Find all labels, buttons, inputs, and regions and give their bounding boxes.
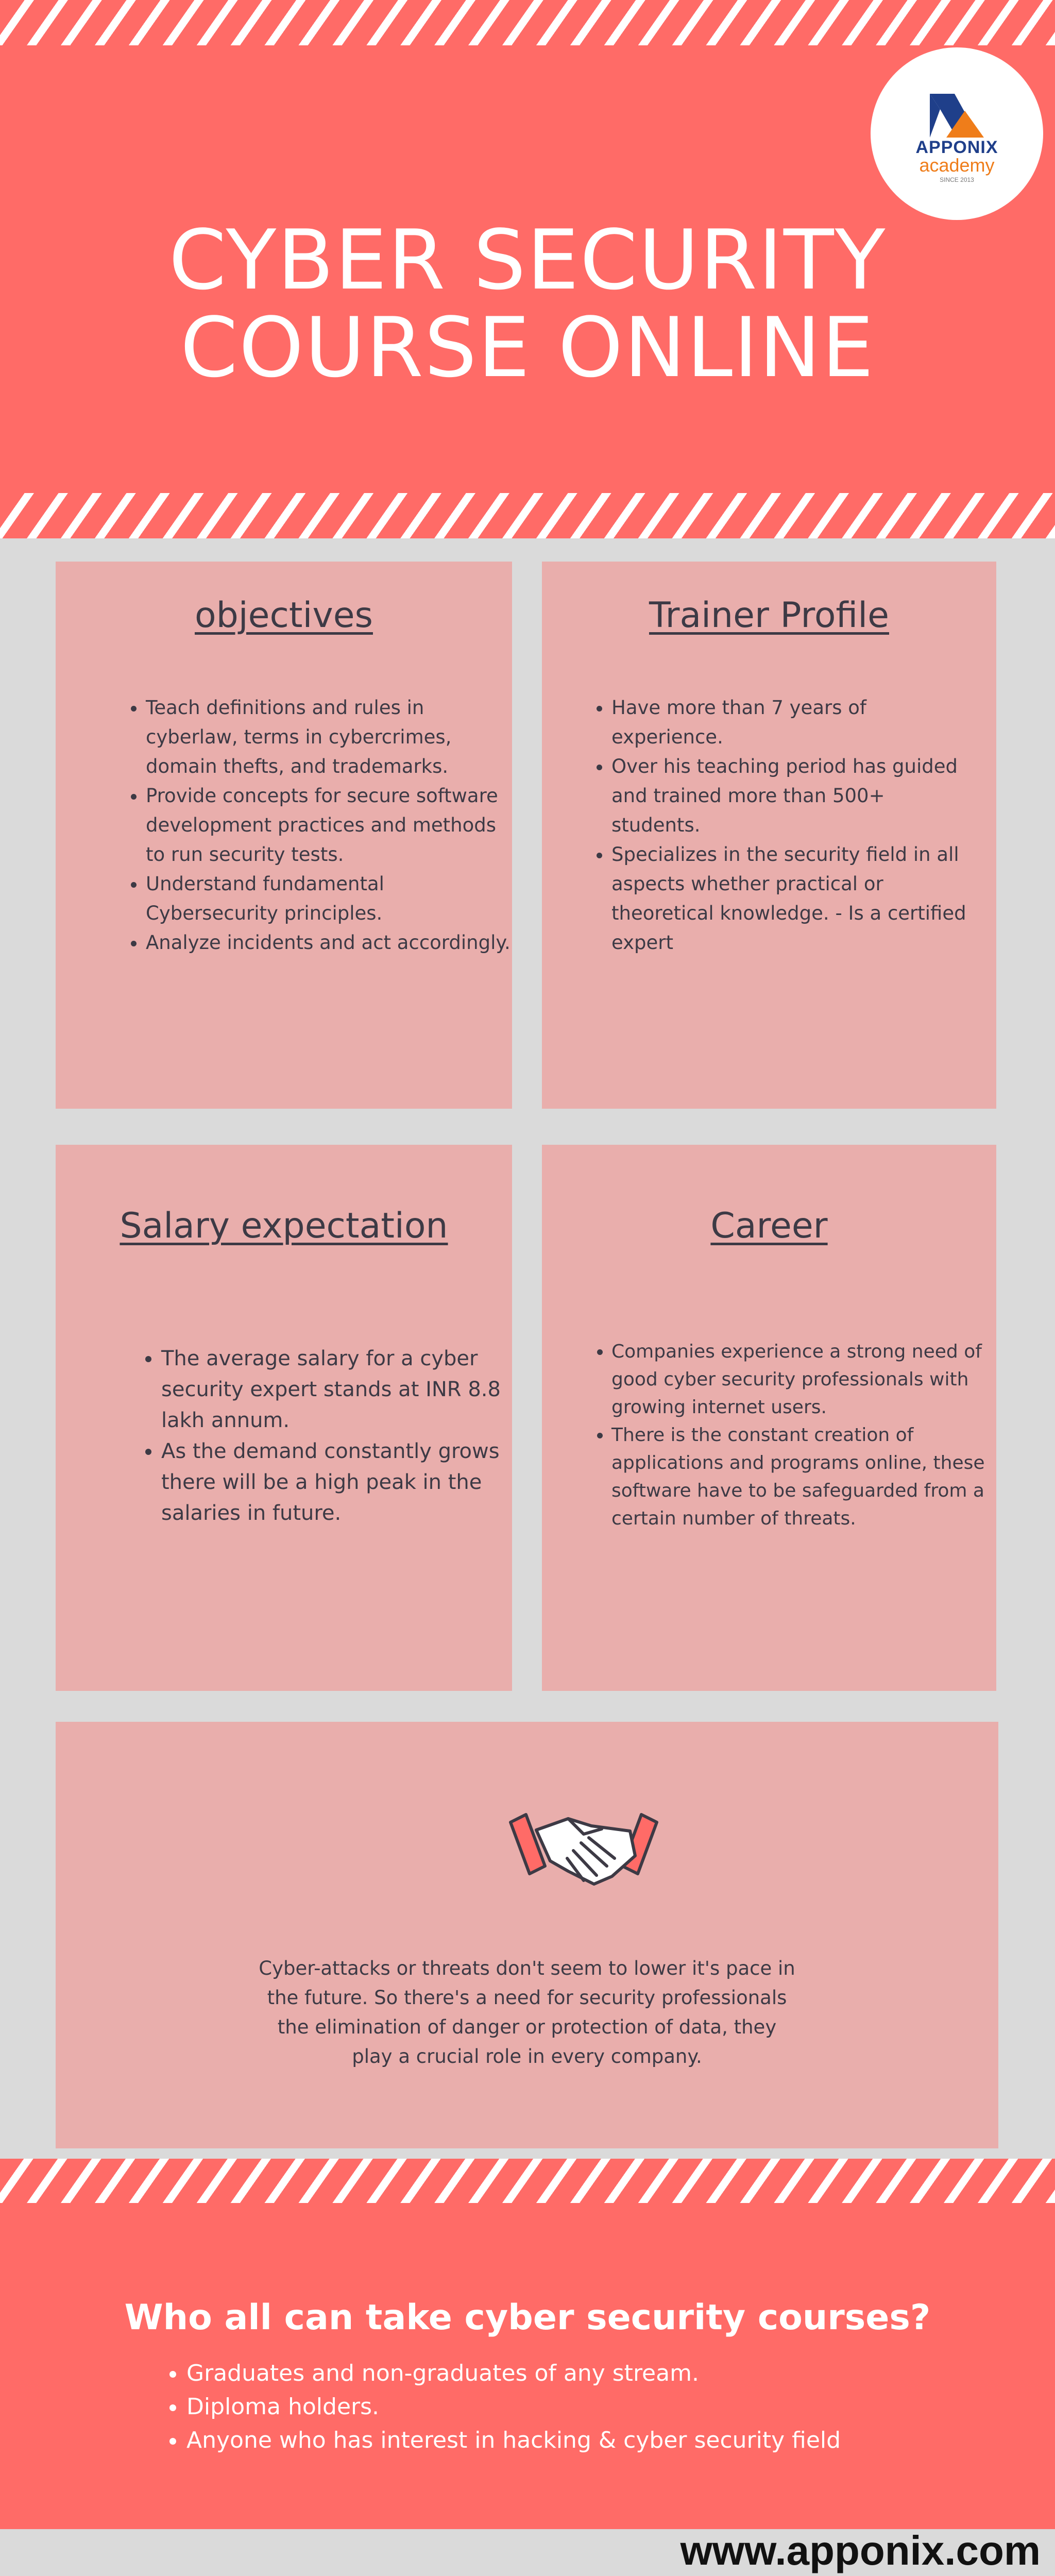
salary-heading: Salary expectation: [120, 1206, 448, 1246]
summary-text: Cyber-attacks or threats don't seem to lower it's pace in the future. So there's a need for security professionals the elimination of danger or protection of data, they play a crucial role in every company.: [259, 1957, 795, 2067]
objectives-card: [56, 562, 512, 1109]
title-line-1: CYBER SECURITY: [168, 212, 887, 308]
logo-sub: academy: [919, 155, 995, 176]
career-list: [591, 1338, 1003, 1533]
list-item: • Over his teaching period has guided and trained more than 500+ students.: [611, 752, 977, 840]
list-item: • Have more than 7 years of experience.: [611, 693, 977, 752]
list-item: • Anyone who has interest in hacking & cyber security field: [186, 2424, 841, 2457]
list-item: • Teach definitions and rules in cyberlaw, terms in cybercrimes, domain thefts, and trademarks.: [146, 693, 517, 781]
header-bottom-stripes: [0, 493, 1055, 538]
list-item: • There is the constant creation of applications and programs online, these software have to be safeguarded from a certain number of threats.: [611, 1421, 1003, 1533]
trainer-heading: Trainer Profile: [649, 595, 889, 636]
summary-card: [56, 1722, 998, 2148]
salary-card: [56, 1145, 512, 1691]
logo-brand: APPONIX: [915, 138, 998, 157]
handshake-icon: [506, 1794, 661, 1892]
list-item: • Graduates and non-graduates of any stream.: [186, 2357, 841, 2390]
objectives-list: [125, 693, 517, 957]
who-heading: Who all can take cyber security courses?: [124, 2297, 931, 2338]
list-item: • Provide concepts for secure software development practices and methods to run security tests.: [146, 781, 517, 869]
trainer-profile-card: [542, 562, 996, 1109]
list-item: • As the demand constantly grows there will be a high peak in the salaries in future.: [161, 1436, 512, 1529]
top-stripes: [0, 0, 1055, 45]
website-link[interactable]: www.apponix.com: [680, 2528, 1041, 2573]
logo-mark-icon: [920, 91, 994, 140]
apponix-logo[interactable]: [871, 47, 1043, 220]
list-item: • Analyze incidents and act accordingly.: [146, 928, 517, 957]
list-item: • Specializes in the security field in all aspects whether practical or theoretical knowledge. - Is a certified expert: [611, 840, 977, 957]
list-item: • Understand fundamental Cybersecurity principles.: [146, 869, 517, 928]
salary-list: [141, 1343, 512, 1529]
career-card: [542, 1145, 996, 1691]
who-can-take-section: [0, 2181, 1055, 2529]
career-heading: Career: [710, 1206, 828, 1246]
title-line-2: COURSE ONLINE: [180, 299, 875, 396]
page-title: [0, 212, 1055, 396]
list-item: • Companies experience a strong need of good cyber security professionals with growing internet users.: [611, 1338, 1003, 1421]
trainer-list: [591, 693, 977, 957]
logo-tag: SINCE 2013: [940, 176, 974, 183]
list-item: • Diploma holders.: [186, 2390, 841, 2424]
footer-top-stripes: [0, 2159, 1055, 2203]
who-list: [155, 2357, 841, 2457]
list-item: • The average salary for a cyber security expert stands at INR 8.8 lakh annum.: [161, 1343, 512, 1436]
objectives-heading: objectives: [195, 595, 373, 636]
